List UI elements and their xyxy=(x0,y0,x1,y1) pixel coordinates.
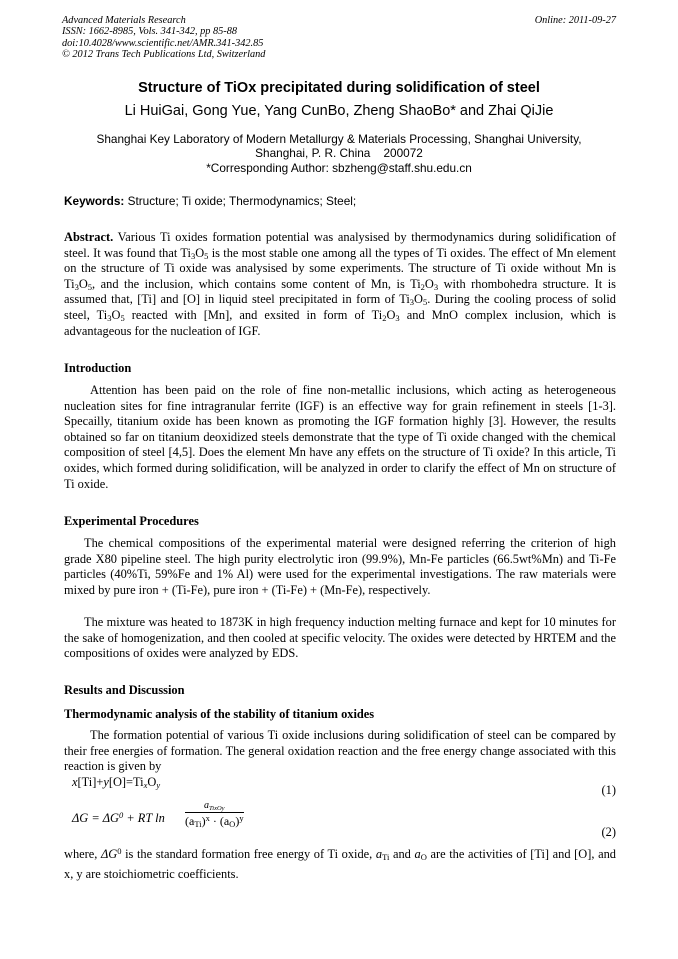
equation-1 xyxy=(72,775,616,797)
eq-text: a xyxy=(204,800,210,811)
eq-text: ΔG = ΔG xyxy=(72,811,119,825)
sub: 5 xyxy=(120,312,125,323)
eq2-fraction xyxy=(185,800,244,829)
abstract-label: Abstract. xyxy=(64,230,114,244)
where-paragraph xyxy=(64,844,616,884)
abstract-text: Various Ti oxides formation potential was analysised by thermodynamics during solidification of steel. It was found that Ti xyxy=(64,230,616,260)
abstract-text: reacted with [Mn], and exsited in form of Ti xyxy=(124,307,383,322)
affiliation-line-2: Shanghai, P. R. China 200072 xyxy=(255,146,423,161)
abstract-text: with rhombohedra structure. It is assumed that, [Ti] and [O] in liquid steel precipitated in form of Ti xyxy=(64,276,616,307)
abstract-text: and MnO complex inclusion, which is advantageous for the nucleation of IGF. xyxy=(64,307,616,338)
sub: 3 xyxy=(107,312,112,323)
abstract-text: is the most stable one among all the types of Ti oxides. The effect of Mn element on the structure of Ti oxide was analysised by some experiments. The structure of Ti oxide without Mn is Ti xyxy=(64,245,616,291)
abstract-text: O xyxy=(386,307,396,322)
abstract-text: O xyxy=(111,307,121,322)
subsection-heading-thermodynamics: Thermodynamic analysis of the stability of titanium oxides xyxy=(64,707,375,721)
equation-2 xyxy=(72,800,616,844)
sub: 3 xyxy=(74,281,79,292)
eq-text: ) xyxy=(201,814,206,828)
affiliation-line-1: Shanghai Key Laboratory of Modern Metallurgy & Materials Processing, Shanghai University, xyxy=(96,132,582,146)
authors: Li HuiGai, Gong Yue, Yang CunBo, Zheng ShaoBo* and Zhai QiJie xyxy=(124,103,554,119)
abstract xyxy=(64,230,616,339)
abstract-text: , and the inclusion, which contains some content of Mn, is Ti xyxy=(92,276,421,291)
copyright: © 2012 Trans Tech Publications Ltd, Switzerland xyxy=(62,48,266,60)
issn: ISSN: 1662-8985, Vols. 341-342, pp 85-88 xyxy=(62,26,238,38)
eq-text: ) xyxy=(235,814,240,828)
where-sub: Ti xyxy=(382,852,390,862)
eq-sub: Ti xyxy=(194,819,202,829)
where-var: a xyxy=(414,847,421,861)
sub: 3 xyxy=(190,250,196,261)
paper-title: Structure of TiOx precipitated during solidification of steel xyxy=(138,80,540,96)
where-text: is the standard formation free energy of Ti oxide, xyxy=(121,847,376,861)
eq-sub: x xyxy=(143,780,148,790)
sub: 3 xyxy=(395,312,400,323)
section-heading-experimental: Experimental Procedures xyxy=(64,514,199,528)
sub: 2 xyxy=(420,281,425,292)
eq-sup: x xyxy=(205,813,210,823)
eq-var: y xyxy=(103,775,109,789)
online-date: Online: 2011-09-27 xyxy=(534,15,616,26)
eq-text: [O]=Ti xyxy=(108,775,144,789)
eq2-lhs xyxy=(72,811,165,826)
eq2-denominator xyxy=(185,813,244,829)
where-text: where, xyxy=(64,847,101,861)
equation-number-1: (1) xyxy=(601,783,616,797)
eq-text: + RT ln xyxy=(123,811,165,825)
where-text: and xyxy=(389,847,415,861)
journal-header xyxy=(62,15,616,60)
where-var: ΔG xyxy=(100,847,118,861)
where-var: a xyxy=(375,847,383,861)
eq2-numerator xyxy=(185,800,244,813)
sub: 3 xyxy=(409,297,415,308)
sub: 2 xyxy=(382,312,387,323)
affiliation xyxy=(0,132,678,175)
abstract-text: . During the cooling process of solid steel, Ti xyxy=(64,292,617,322)
abstract-text: O xyxy=(414,292,423,307)
sub: 5 xyxy=(204,250,209,261)
sub: 3 xyxy=(433,281,439,292)
results-paragraph-1: The formation potential of various Ti oxide inclusions during solidification of steel can be compared by their free energies of formation. The general oxidation reaction and the free energy change associated with this reaction is given by xyxy=(64,728,616,774)
equation-number-2: (2) xyxy=(601,825,616,839)
sub: 5 xyxy=(422,297,428,308)
where-sub: O xyxy=(420,852,427,862)
introduction-paragraph: Attention has been paid on the role of fine non-metallic inclusions, which acting as heterogeneous nucleation sites for fine intragranular ferrite (IGF) is an effective way for grain refinement in steels [1-3]. Specailly, titanium oxide has been known as promoting the IGF formation highly [3]. However, the results obtained so far on titanium deoxidized steels demonstrate that the type of Ti oxide changed with the chemical composition of steel [4,5]. Does the element Mn have any effets on the structure of Ti oxide? In this article, Ti oxides, which formed during solidification, will be analyzed in order to clarify the effect of Mn on structure of Ti oxide. xyxy=(64,383,616,491)
section-heading-results: Results and Discussion xyxy=(64,683,185,697)
eq-sub: TixOy xyxy=(209,805,225,812)
doi: doi:10.4028/www.scientific.net/AMR.341-342.85 xyxy=(62,37,264,49)
eq-sup: y xyxy=(239,813,244,823)
sub: 5 xyxy=(87,281,93,292)
keywords xyxy=(64,194,616,208)
where-sup: 0 xyxy=(117,846,122,856)
eq-sup: 0 xyxy=(119,810,124,820)
keywords-label: Keywords: xyxy=(64,194,125,208)
eq-var: x xyxy=(72,775,78,789)
eq-text: (a xyxy=(185,814,195,828)
keywords-text: Structure; Ti oxide; Thermodynamics; Steel; xyxy=(124,194,357,208)
eq-sub: y xyxy=(156,780,161,790)
eq-sub: O xyxy=(229,819,236,829)
experimental-paragraph-2: The mixture was heated to 1873K in high frequency induction melting furnace and kept for 10 minutes for the sake of homogenization, and then cooled at specific velocity. The oxides were detected by HRTEM and the compositions of oxides were analyzed by EDS. xyxy=(64,615,616,661)
eq-text: · (a xyxy=(209,814,230,828)
where-text: are the activities of [Ti] and [O], and x, y are stoichiometric coefficients. xyxy=(64,847,616,881)
section-heading-introduction: Introduction xyxy=(64,361,132,375)
abstract-text: O xyxy=(78,276,88,291)
journal-name: Advanced Materials Research xyxy=(62,15,186,26)
abstract-text: O xyxy=(195,245,205,260)
corresponding-author: *Corresponding Author: sbzheng@staff.shu.edu.cn xyxy=(206,160,472,175)
eq-text: [Ti]+ xyxy=(77,775,104,789)
eq-text: O xyxy=(147,775,157,789)
experimental-paragraph-1: The chemical compositions of the experimental material were designed referring the criterion of high grade X80 pipeline steel. The high purity electrolytic iron (99.9%), Mn-Fe particles (66.5wt%Mn) and Ti-Fe particles (40%Ti, 59%Fe and 1% Al) were used for the experimental investigations. The raw materials were mixed by pure iron + (Ti-Fe), pure iron + (Ti-Fe) + (Mn-Fe), respectively. xyxy=(64,536,616,597)
abstract-text: O xyxy=(424,276,434,291)
